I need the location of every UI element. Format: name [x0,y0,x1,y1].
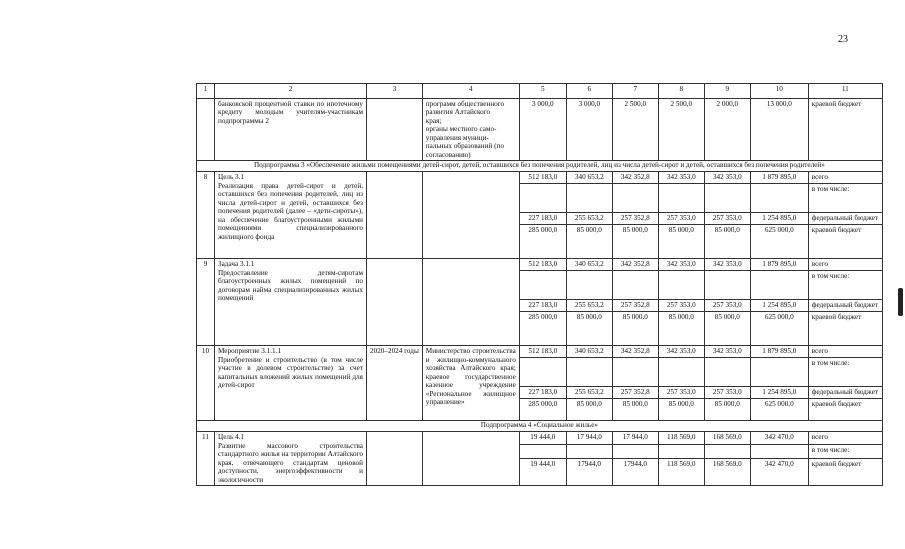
amount-cell [519,271,566,300]
amount-cell [519,184,566,213]
amount-cell: 285 000,0 [519,399,566,421]
amount-cell: 85 000,0 [612,312,658,346]
amount-cell [519,358,566,387]
amount-cell: 342 353,0 [658,172,704,184]
funding-source: всего [808,172,882,184]
executor-line: пальных образований (по [425,142,504,151]
amount-cell: 255 653,2 [566,213,612,225]
amount-cell [612,184,658,213]
amount-cell: 512 183,0 [519,172,566,184]
amount-cell: 285 000,0 [519,312,566,346]
row-number: 10 [197,346,215,421]
funding-source: в том числе: [808,184,882,213]
column-number: 2 [215,84,367,99]
amount-cell: 85 000,0 [658,399,704,421]
amount-cell: 340 653,2 [566,259,612,271]
amount-cell: 85 000,0 [566,225,612,259]
amount-cell: 85 000,0 [704,225,750,259]
row-period [367,259,423,346]
row-executor [422,99,519,161]
column-number: 11 [808,84,882,99]
row-number: 9 [197,259,215,346]
amount-cell: 257 352,8 [612,300,658,312]
amount-cell: 17944,0 [566,459,612,486]
amount-cell: 118 569,0 [658,459,704,486]
executor-line: развития Алтайского [425,108,491,117]
funding-source: краевой бюджет [808,99,882,161]
row-description: банковской процентной ставки по ипотечному кредиту молодым учителям-участникам подпрограммы 2 [215,99,367,161]
row-number [197,99,215,161]
executor-line: согласованию) [425,150,471,159]
row-text: Предоставление детям-сиротам благоустроенных жилых помещений по договорам найма специализированных жилых помещений [218,268,363,303]
amount-cell: 342 352,8 [612,259,658,271]
table-row [197,259,883,271]
amount-cell: 342 353,0 [704,346,750,358]
subprogram-heading: Подпрограмма 3 «Обеспечение жильми помещениями детей-сирот, детей, оставшихся без попечения родителей, лиц из числа детей-сирот и детей, оставшихся без попечения родителей» [197,161,883,172]
column-number: 10 [750,84,808,99]
page-number: 23 [838,34,848,45]
amount-cell: 257 352,8 [612,387,658,399]
executor-line: программ общественного [425,100,505,108]
funding-source: краевой бюджет [808,225,882,259]
amount-cell [704,444,750,459]
column-number: 9 [704,84,750,99]
amount-cell: 342 353,0 [704,259,750,271]
funding-source: краевой бюджет [808,459,882,486]
amount-cell [566,271,612,300]
row-number: 11 [197,432,215,486]
amount-cell [612,271,658,300]
amount-cell: 625 000,0 [750,225,808,259]
amount-cell [519,444,566,459]
amount-cell: 17 944,0 [612,432,658,444]
amount-cell [566,358,612,387]
amount-cell: 85 000,0 [612,225,658,259]
amount-cell: 3 000,0 [519,99,566,161]
amount-cell: 17 944,0 [566,432,612,444]
amount-cell: 2 000,0 [704,99,750,161]
amount-cell: 257 353,0 [704,387,750,399]
funding-source: федеральный бюджет [808,300,882,312]
funding-source: в том числе: [808,444,882,459]
amount-cell: 257 353,0 [658,387,704,399]
row-text: Приобретение и строительство (в том числе участие в долевом строительстве) за счет капитальных вложений жилых помещений для детей-сирот [218,355,363,390]
executor-line: управления муници- [425,133,489,142]
amount-cell: 85 000,0 [658,312,704,346]
amount-cell: 19 444,0 [519,432,566,444]
amount-cell: 257 352,8 [612,213,658,225]
row-number: 8 [197,172,215,259]
amount-cell: 85 000,0 [566,312,612,346]
funding-source: краевой бюджет [808,312,882,346]
amount-cell [750,271,808,300]
amount-cell: 257 353,0 [704,213,750,225]
table-row [197,432,883,444]
amount-cell: 227 183,0 [519,300,566,312]
amount-cell [612,444,658,459]
amount-cell: 257 353,0 [704,300,750,312]
amount-cell: 342 470,0 [750,459,808,486]
funding-source: в том числе: [808,358,882,387]
column-number: 8 [658,84,704,99]
amount-cell: 1 879 895,0 [750,259,808,271]
executor-line: органы местного само- [425,125,497,134]
amount-cell [566,444,612,459]
funding-source: всего [808,259,882,271]
amount-cell: 2 500,0 [658,99,704,161]
amount-cell: 255 653,2 [566,387,612,399]
amount-cell: 168 569,0 [704,459,750,486]
row-text: Развитие массового строительства стандартного жилья на территории Алтайского края, отвечающего стандартам ценовой доступности, энергоэффективности и экологичности [218,441,363,484]
amount-cell: 342 352,8 [612,172,658,184]
amount-cell: 85 000,0 [704,399,750,421]
subprogram-heading-row [197,421,883,432]
row-description [215,432,367,486]
amount-cell: 168 569,0 [704,432,750,444]
row-executor [422,432,519,486]
row-description [215,172,367,259]
page-edge-mark [898,288,903,316]
executor-line: края; [425,116,442,125]
amount-cell [704,358,750,387]
header-row [197,84,883,99]
funding-source: федеральный бюджет [808,213,882,225]
amount-cell: 1 254 895,0 [750,387,808,399]
amount-cell: 85 000,0 [704,312,750,346]
row-period [367,172,423,259]
amount-cell: 342 470,0 [750,432,808,444]
amount-cell: 285 000,0 [519,225,566,259]
amount-cell: 340 653,2 [566,346,612,358]
column-number: 7 [612,84,658,99]
amount-cell: 342 353,0 [658,346,704,358]
subprogram-heading: Подпрограмма 4 «Социальное жилье» [197,421,883,432]
funding-source: федеральный бюджет [808,387,882,399]
amount-cell: 227 183,0 [519,387,566,399]
amount-cell [658,271,704,300]
amount-cell: 512 183,0 [519,346,566,358]
amount-cell: 118 569,0 [658,432,704,444]
amount-cell [658,358,704,387]
amount-cell: 1 879 895,0 [750,172,808,184]
amount-cell [704,184,750,213]
column-number: 5 [519,84,566,99]
program-table-sheet [196,83,883,486]
subprogram-heading-row [197,161,883,172]
amount-cell: 227 183,0 [519,213,566,225]
amount-cell [750,358,808,387]
amount-cell: 255 653,2 [566,300,612,312]
amount-cell: 512 183,0 [519,259,566,271]
column-number: 4 [422,84,519,99]
amount-cell [566,184,612,213]
amount-cell: 85 000,0 [658,225,704,259]
row-text: Реализация права детей-сирот и детей, оставшихся без попечения родителей, лиц из числа детей-сирот и детей, оставшихся без попечения родителей (далее – «дети-сироты»), на обеспечение благоустроенными жилыми помещениями специализированного жилищного фонда [218,181,363,241]
amount-cell [704,271,750,300]
amount-cell: 1 254 895,0 [750,213,808,225]
funding-source: в том числе: [808,271,882,300]
row-period [367,432,423,486]
column-number: 1 [197,84,215,99]
table-row [197,99,883,161]
amount-cell: 342 353,0 [704,172,750,184]
row-description [215,259,367,346]
row-title: Цель 3.1 [218,173,245,182]
amount-cell: 257 353,0 [658,213,704,225]
amount-cell: 17944,0 [612,459,658,486]
amount-cell [612,358,658,387]
row-title: Мероприятие 3.1.1.1 [218,347,282,356]
amount-cell [750,184,808,213]
amount-cell: 85 000,0 [566,399,612,421]
row-period [367,99,423,161]
amount-cell: 1 254 895,0 [750,300,808,312]
table-row [197,346,883,358]
table-row [197,172,883,184]
amount-cell: 19 444,0 [519,459,566,486]
row-description [215,346,367,421]
column-number: 6 [566,84,612,99]
amount-cell: 342 353,0 [658,259,704,271]
amount-cell: 257 353,0 [658,300,704,312]
funding-source: всего [808,346,882,358]
amount-cell [658,444,704,459]
amount-cell [750,444,808,459]
funding-source: всего [808,432,882,444]
amount-cell: 2 500,0 [612,99,658,161]
row-period: 2020–2024 годы [367,346,423,421]
amount-cell: 625 000,0 [750,312,808,346]
amount-cell: 625 000,0 [750,399,808,421]
row-executor [422,259,519,346]
row-executor [422,172,519,259]
column-number: 3 [367,84,423,99]
amount-cell: 1 879 895,0 [750,346,808,358]
amount-cell: 340 653,2 [566,172,612,184]
row-executor: Министерство строительства и жилищно-коммунального хозяйства Алтайского края; краевое государственное казенное учреждение «Региональное жилищное управление» [422,346,519,421]
program-table [196,83,883,486]
amount-cell: 13 000,0 [750,99,808,161]
funding-source: краевой бюджет [808,399,882,421]
amount-cell: 3 000,0 [566,99,612,161]
row-title: Задача 3.1.1 [218,260,255,269]
row-title: Цель 4.1 [218,433,245,442]
amount-cell: 342 352,8 [612,346,658,358]
amount-cell [658,184,704,213]
amount-cell: 85 000,0 [612,399,658,421]
